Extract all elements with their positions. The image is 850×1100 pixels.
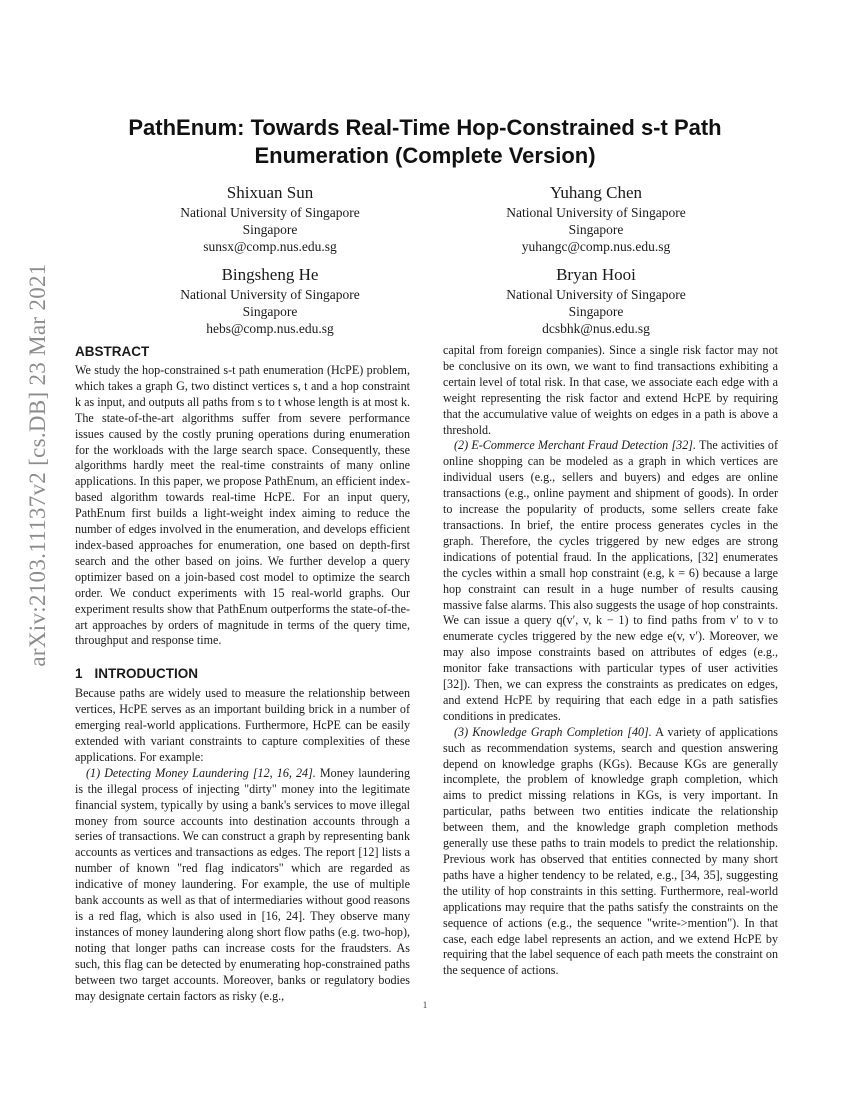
page-number: 1 [422, 1000, 428, 1010]
paragraph-lead: (2) E-Commerce Merchant Fraud Detection [32]. [454, 438, 696, 453]
intro-paragraph: Because paths are widely used to measure the relationship between vertices, HcPE serves as an important building brick in a number of emerging real-world applications. Furthermore, HcPE can be easily extended with variant constraints to capture complexities of these applications. For example: [75, 686, 410, 764]
author-email: sunsx@comp.nus.edu.sg [203, 239, 337, 254]
author-location: Singapore [242, 222, 298, 237]
paragraph-lead: (1) Detecting Money Laundering [12, 16, 24]. [86, 765, 316, 780]
author-email: yuhangc@comp.nus.edu.sg [521, 239, 671, 254]
section-number: 1 [75, 666, 83, 682]
paragraph-body: Money laundering is the illegal process of injecting "dirty" money into the legitimate financial system, typically by using a bank's services to move illegal money from source accounts into destination accounts through a series of transactions. We can construct a graph by representing bank accounts as vertices and transactions as edges. The report [12] lists a number of known "red flag indicators" which are regarded as indicative of money laundering. For example, the use of multiple bank accounts as well as that of intermediaries without good reasons is a red flag, which is also used in [16, 24]. They observe many instances of money laundering along short flow paths (e.g. two-hop), noting that longer paths can increase costs for the fraudsters. As such, this flag can be detected by enumerating hop-constrained paths between two target accounts. Moreover, banks or regulatory bodies may designate certain factors as risky (e.g., [75, 765, 410, 1003]
ecommerce-fraud-paragraph [443, 438, 778, 724]
section-title: INTRODUCTION [94, 666, 199, 682]
paragraph-body: A variety of applications such as recommendation systems, search and question answering depend on knowledge graphs (KGs). Because KGs are generally incomplete, the problem of knowledge graph completion, which aims to predict missing relations in KGs, is very important. In particular, paths between two entities indicate the relationship between them, and the knowledge graph completion methods generally use these paths to train models to predict the relationship. Previous work has observed that entities connected by many short paths have a higher tendency to be related, e.g., [34, 35], suggesting the utility of hop constraints in this setting. Furthermore, real-world applications may require that the paths satisfy the constraints on the sequence of actions (e.g., the sequence "write->mention"). In that case, each edge label represents an action, and we extend HcPE by requiring that the label sequence of each path meets the constraint on the sequence of actions. [443, 724, 778, 978]
author-block [436, 264, 756, 337]
author-email: hebs@comp.nus.edu.sg [206, 321, 334, 336]
intro-paragraph-money-laundering [75, 766, 410, 1005]
continued-paragraph: capital from foreign companies). Since a single risk factor may not be conclusive on its own, we want to find transactions exhibiting a certain level of total risk. In that case, we associate each edge with a weight representing the risk factor and extend HcPE by requiring that the accumulative value of weights on edges in a path is above a threshold. [443, 343, 778, 437]
paragraph-body: The activities of online shopping can be modeled as a graph in which vertices are individual users (e.g., sellers and buyers) and edges are online transactions (e.g., online payment and shipment of goods). In order to increase the popularity of products, some sellers create fake transactions. In brief, the entire process generates cycles in the graph. Therefore, the cycles triggered by new edges are strong indications of potential fraud. In the applications, [32] enumerates the cycles within a small hop constraint (e.g, k = 6) because a large hop constraint can result in a huge number of results causing massive false alarms. This also suggests the usage of hop constraints. We can issue a query q(v′, v, k − 1) to find paths from v′ to v to enumerate cycles triggered by the new edge e(v, v′). Moreover, we may also impose constraints based on attributes of edges (e.g., monitor fake transactions with particular types of user activities [32]). Then, we can express the constraints as predicates on edges, and extend HcPE by requiring that each edge in a path satisfies conditions in predicates. [443, 438, 779, 723]
abstract-body: We study the hop-constrained s-t path enumeration (HcPE) problem, which takes a graph G, two distinct vertices s, t and a hop constraint k as input, and outputs all paths from s to t whose length is at most k. The state-of-the-art algorithms suffer from severe performance issues caused by the costly pruning operations during enumeration for the workloads with the large search space. Consequently, these algorithms hardly meet the real-time constraints of many online applications. In this paper, we propose PathEnum, an efficient index-based algorithm towards real-time HcPE. For an input query, PathEnum first builds a light-weight index aiming to reduce the number of edges involved in the enumeration, and develops efficient index-based approaches for enumeration, one based on depth-first search and the other based on joins. We further develop a query optimizer based on a join-based cost model to optimize the search order. We conduct experiments with 15 real-world graphs. Our experiment results show that PathEnum outperforms the state-of-the-art approaches by orders of magnitude in terms of the query time, throughput and response time. [75, 363, 410, 648]
abstract-heading: ABSTRACT [75, 344, 150, 359]
author-email: dcsbhk@nus.edu.sg [542, 321, 650, 336]
author-location: Singapore [568, 304, 624, 319]
paper-title: PathEnum: Towards Real-Time Hop-Constrained s-t Path Enumeration (Complete Version) [128, 115, 722, 168]
paragraph-lead: (3) Knowledge Graph Completion [40]. [454, 724, 652, 739]
author-affiliation: National University of Singapore [180, 287, 360, 302]
author-location: Singapore [568, 222, 624, 237]
author-affiliation: National University of Singapore [506, 205, 686, 220]
author-name: Bingsheng He [221, 265, 319, 284]
author-affiliation: National University of Singapore [506, 287, 686, 302]
arxiv-sidebar-stamp [8, 250, 68, 680]
author-location: Singapore [242, 304, 298, 319]
left-column [75, 343, 410, 1004]
author-affiliation: National University of Singapore [180, 205, 360, 220]
author-name: Yuhang Chen [549, 183, 643, 202]
author-block [110, 264, 430, 337]
knowledge-graph-paragraph [443, 725, 778, 980]
author-name: Shixuan Sun [226, 183, 314, 202]
arxiv-identifier: arXiv:2103.11137v2 [cs.DB] 23 Mar 2021 [25, 263, 50, 667]
author-block [436, 182, 756, 255]
right-column [443, 343, 778, 979]
author-name: Bryan Hooi [556, 265, 636, 284]
author-block [110, 182, 430, 255]
introduction-heading [75, 665, 410, 682]
